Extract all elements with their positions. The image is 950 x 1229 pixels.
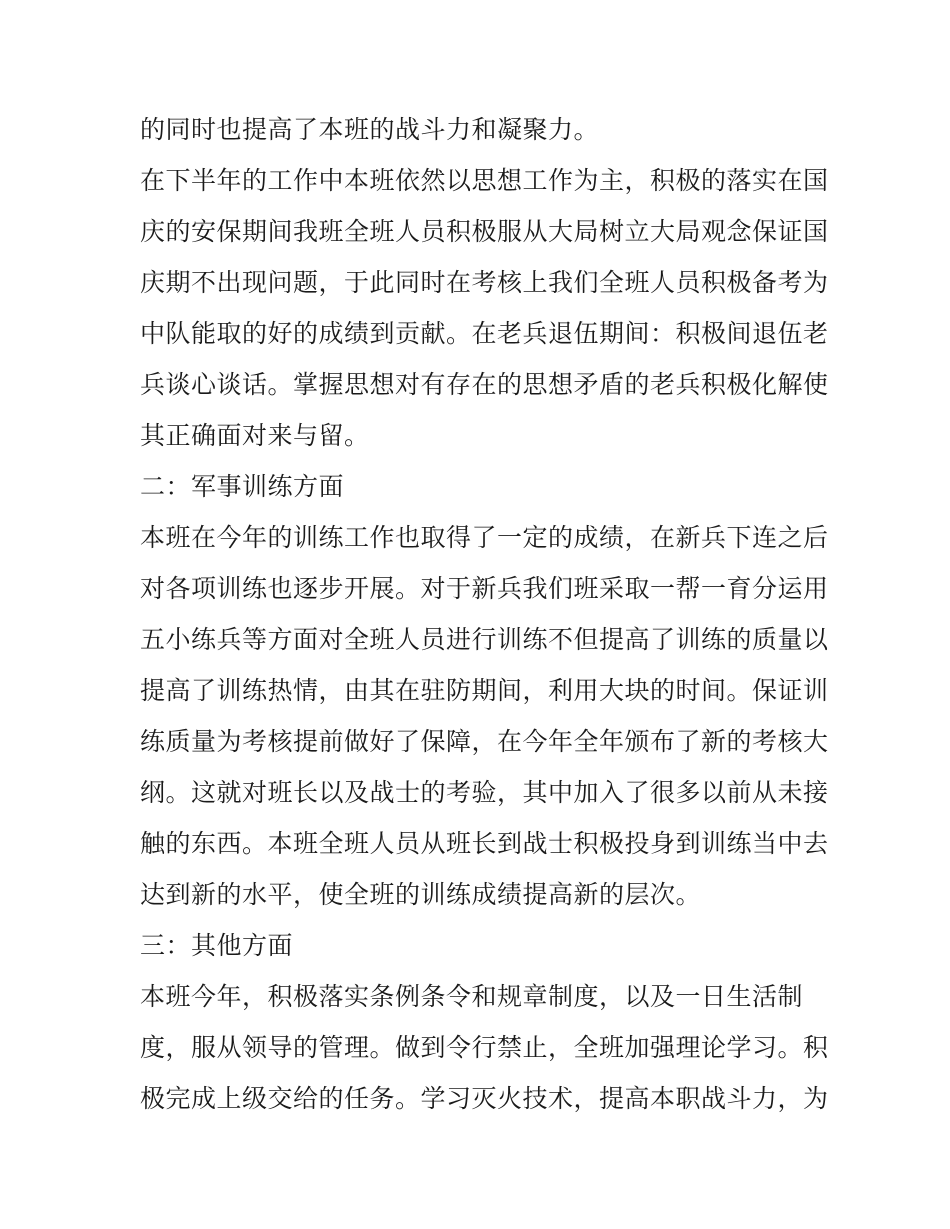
text-line: 触的东西。本班全班人员从班长到战士积极投身到训练当中去 [140, 829, 829, 858]
text-line: 极完成上级交给的任务。学习灭火技术，提高本职战斗力，为 [140, 1084, 829, 1113]
text-line: 五小练兵等方面对全班人员进行训练不但提高了训练的质量以 [140, 625, 829, 654]
text-line: 在下半年的工作中本班依然以思想工作为主，积极的落实在国 [140, 166, 829, 195]
text-line: 兵谈心谈话。掌握思想对有存在的思想矛盾的老兵积极化解使 [140, 370, 829, 399]
text-line: 本班今年，积极落实条例条令和规章制度，以及一日生活制 [140, 982, 804, 1011]
document-body [140, 104, 829, 1124]
text-line: 其正确面对来与留。 [140, 421, 370, 450]
text-line: 提高了训练热情，由其在驻防期间，利用大块的时间。保证训 [140, 676, 829, 705]
text-line: 中队能取的好的成绩到贡献。在老兵退伍期间：积极间退伍老 [140, 319, 829, 348]
section-heading-military-training: 二：军事训练方面 [140, 472, 345, 501]
text-line: 的同时也提高了本班的战斗力和凝聚力。 [140, 115, 600, 144]
text-line: 达到新的水平，使全班的训练成绩提高新的层次。 [140, 880, 702, 909]
text-line: 庆的安保期间我班全班人员积极服从大局树立大局观念保证国 [140, 217, 829, 246]
text-line: 纲。这就对班长以及战士的考验，其中加入了很多以前从未接 [140, 778, 829, 807]
text-line: 对各项训练也逐步开展。对于新兵我们班采取一帮一育分运用 [140, 574, 829, 603]
text-line: 练质量为考核提前做好了保障，在今年全年颁布了新的考核大 [140, 727, 829, 756]
text-line: 度，服从领导的管理。做到令行禁止，全班加强理论学习。积 [140, 1033, 829, 1062]
text-line: 本班在今年的训练工作也取得了一定的成绩，在新兵下连之后 [140, 523, 829, 552]
section-heading-other-aspects: 三：其他方面 [140, 931, 294, 960]
text-line: 庆期不出现问题，于此同时在考核上我们全班人员积极备考为 [140, 268, 829, 297]
